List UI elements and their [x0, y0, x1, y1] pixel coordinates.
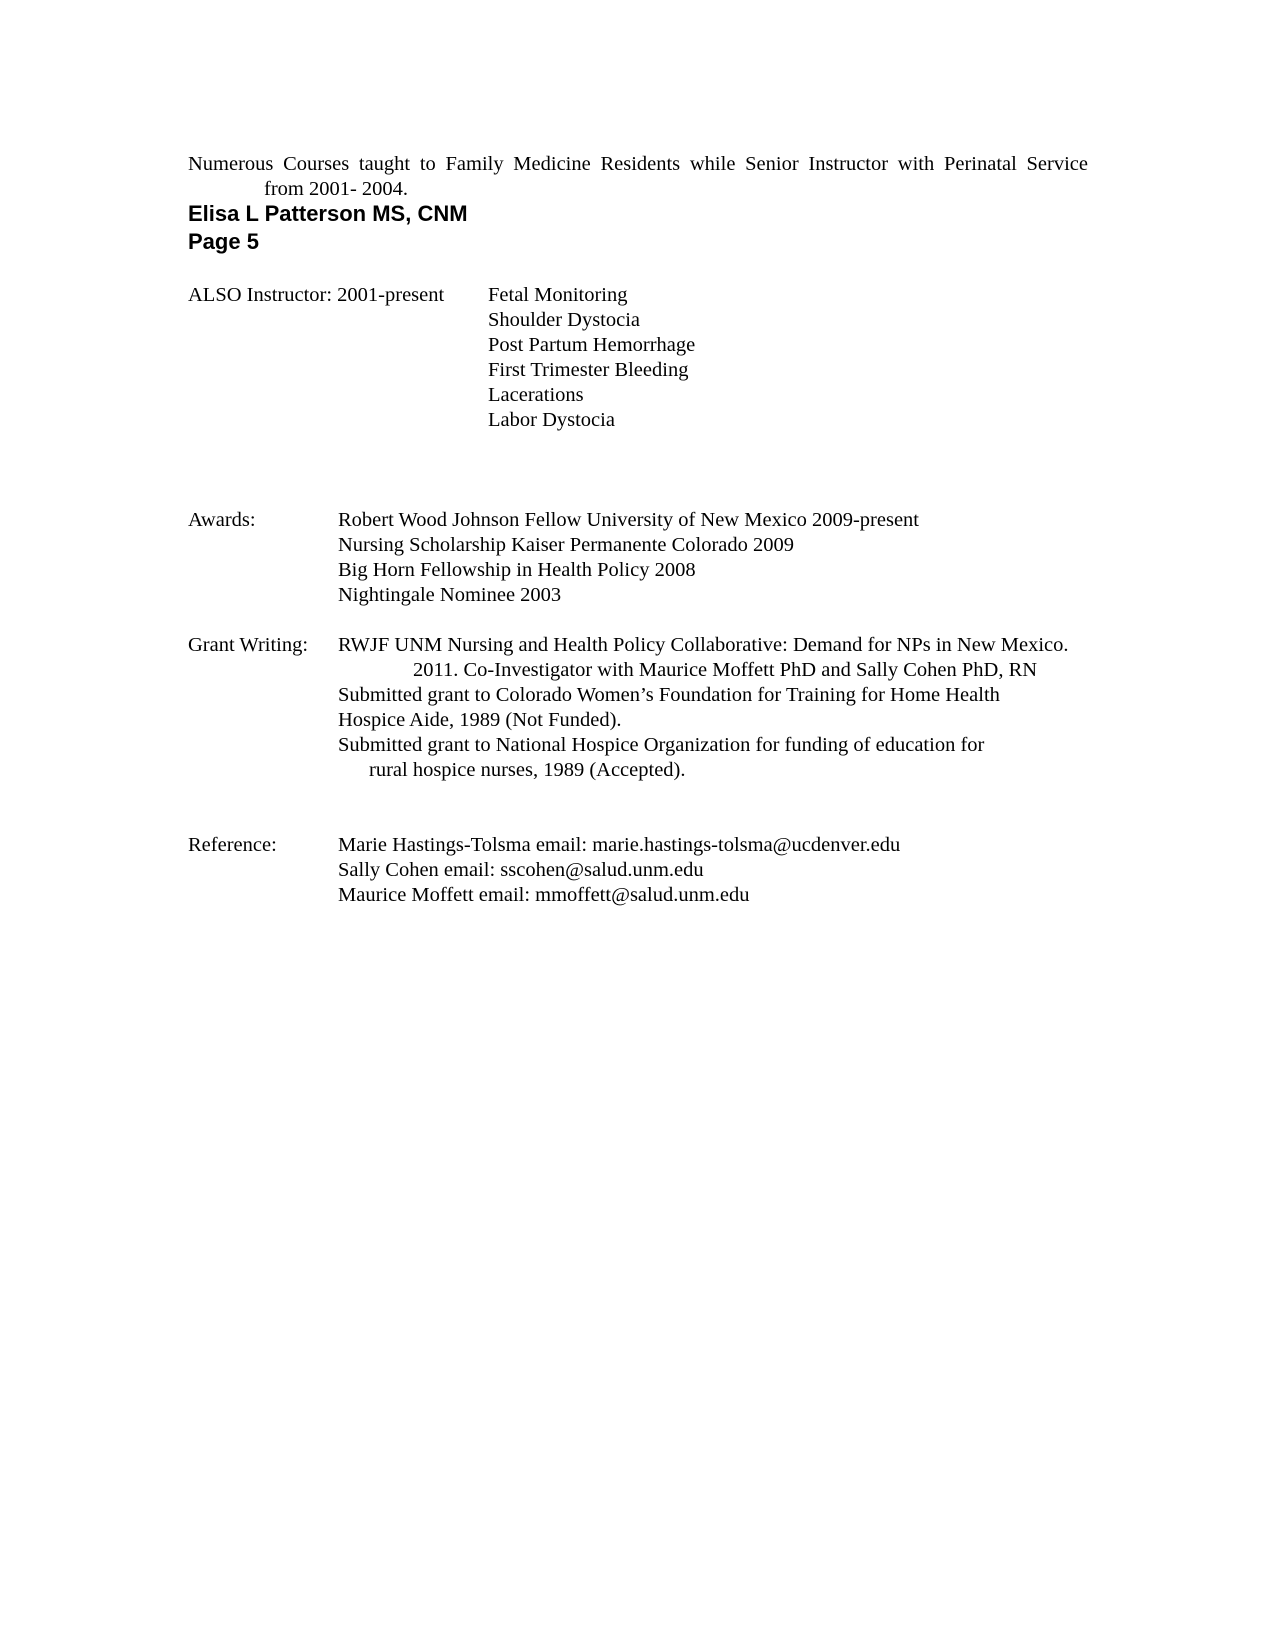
- list-item: Nursing Scholarship Kaiser Permanente Colorado 2009: [338, 534, 795, 556]
- grant-writing-list: [338, 633, 1069, 783]
- list-item: Labor Dystocia: [488, 409, 615, 431]
- list-item: Maurice Moffett email: mmoffett@salud.unm.edu: [338, 884, 750, 906]
- also-instructor-label: ALSO Instructor: 2001-present: [188, 284, 445, 306]
- list-item: Robert Wood Johnson Fellow University of New Mexico 2009-present: [338, 509, 920, 531]
- intro-line-2: from 2001- 2004.: [264, 178, 409, 200]
- also-course-list: [488, 283, 695, 433]
- reference-list: [338, 833, 900, 908]
- grant-writing-label: Grant Writing:: [188, 634, 309, 656]
- list-item: First Trimester Bleeding: [488, 359, 689, 381]
- header-name: Elisa L Patterson MS, CNM: [188, 201, 468, 226]
- list-item: Post Partum Hemorrhage: [488, 334, 696, 356]
- header-page-number: Page 5: [188, 229, 259, 254]
- list-item: Marie Hastings-Tolsma email: marie.hastings-tolsma@ucdenver.edu: [338, 834, 901, 856]
- list-item: Lacerations: [488, 384, 584, 406]
- list-item: Big Horn Fellowship in Health Policy 2008: [338, 559, 696, 581]
- awards-label: Awards:: [188, 509, 256, 531]
- list-item: Fetal Monitoring: [488, 284, 628, 306]
- list-item: Shoulder Dystocia: [488, 309, 641, 331]
- list-item: Nightingale Nominee 2003: [338, 584, 562, 606]
- list-item: Sally Cohen email: sscohen@salud.unm.edu: [338, 859, 704, 881]
- awards-list: [338, 508, 919, 608]
- intro-line-1: Numerous Courses taught to Family Medicine Residents while Senior Instructor with Perinatal Service: [188, 153, 1088, 175]
- grant-line: Submitted grant to National Hospice Organization for funding of education for: [338, 734, 985, 756]
- reference-label: Reference:: [188, 834, 277, 856]
- grant-line: RWJF UNM Nursing and Health Policy Collaborative: Demand for NPs in New Mexico.: [338, 634, 1069, 656]
- grant-line: Submitted grant to Colorado Women’s Foundation for Training for Home Health: [338, 684, 1000, 706]
- intro-paragraph: [188, 152, 1088, 202]
- grant-line: 2011. Co-Investigator with Maurice Moffett PhD and Sally Cohen PhD, RN: [413, 659, 1038, 681]
- grant-line: rural hospice nurses, 1989 (Accepted).: [369, 759, 686, 781]
- grant-line: Hospice Aide, 1989 (Not Funded).: [338, 709, 622, 731]
